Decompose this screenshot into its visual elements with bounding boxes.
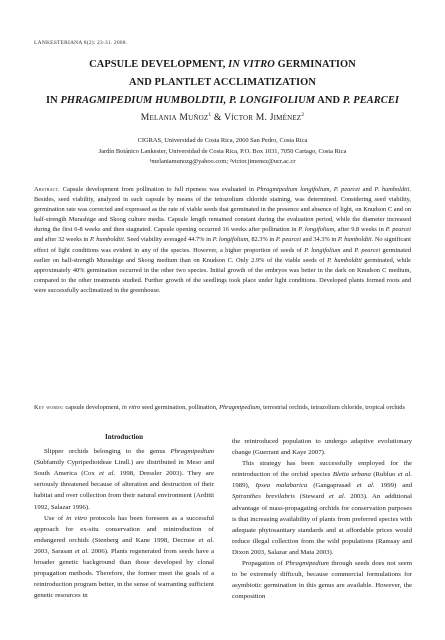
intro-paragraph-3: the reintroduced population to undergo adaptive evolutionary change (Guerrant and Kaye 2007). (232, 438, 412, 457)
column-right (232, 436, 412, 602)
column-left (34, 432, 214, 601)
title-line-1: CAPSULE DEVELOPMENT, IN VITRO GERMINATION (89, 59, 356, 70)
abstract-text: Capsule development from pollination to full ripeness was evaluated in Phragmipedium longifolium, P. pearcei and P. humboldtii. Besides, seed viability, analyzed in each capsule by means of the tetrazolium chloride staining, was determined. Considering seed viability, germination rate was corrected and expressed as the rate of viable seeds that germinated in the presence and absence of light, on Knudson C and on half-strength Murashige and Skoog culture media. Capsule length remained constant during the evaluation period, while the diameter increased during the first 6-8 weeks and then stagnated. Capsule opening occurred 16 weeks after pollination in P. longifolium, after 9.8 weeks in P. pearcei and after 32 weeks in P. humboldtii. Seed viability averaged 44.7% in P. longifolium, 82.3% in P. pearcei and 34.3% in P. humboldtii. No significant effect of light conditions was evident in any of the species. However, a higher proportion of seeds of P. longifolium and P. pearcei germinated earlier on half-strength Murashige and Skoog medium than on Knudson C. Only 2.9% of the viable seeds of P. humboldtii germinated, while approximately 40% germination occurred in the other two species. Initial growth of the embryos was better in the dark on Knudson C medium, compared to the other treatments studied. Further growth of the seedlings took place under light conditions. Developed plants formed roots and were successfully acclimatized in the greenhouse. (34, 186, 411, 294)
author-1-affiliation-mark: 1 (208, 111, 212, 118)
author-emails: ¹melaniamunozg@yahoo.com; ²victor.jimenez@ucr.ac.cr (149, 158, 296, 165)
author-line (20, 112, 425, 123)
author-2-affiliation-mark: 2 (301, 111, 305, 118)
author-2: Víctor M. Jiménez (224, 112, 302, 123)
keywords-text: capsule development, in vitro seed germination, pollination, Phragmipedium, terrestrial orchids, tetrazolium chloride, tropical orchids (65, 404, 405, 411)
intro-paragraph-2: Use of in vitro protocols has been foreseen as a successful approach for ex-situ conservation and reintroduction of endangered orchids (Stenberg and Kane 1998, Decruse et al. 2003, Sarasan et al. 2006). Plants regenerated from seeds have a broader genetic background than those developed by clonal propagation methods. Therefore, the former meet the goals of a reintroduction program better, in the sense of warranting sufficient genetic resources in (34, 514, 215, 600)
keywords (34, 403, 411, 413)
section-heading-introduction: Introduction (105, 433, 143, 441)
affiliation-2: Jardín Botánico Lankester, Universidad de Costa Rica, P.O. Box 1031, 7050 Cartago, Costa Rica (98, 147, 347, 155)
abstract (34, 185, 411, 296)
affiliations (20, 136, 425, 168)
author-separator: & (213, 112, 222, 123)
affiliation-1: CIGRAS, Universidad de Costa Rica, 2060 San Pedro, Costa Rica (137, 137, 308, 144)
intro-paragraph-5: Propagation of Phragmipedium through seeds does not seem to be extremely difficult, because commercial formulations for asymbiotic germination in this genus are available. However, the composition (232, 560, 412, 601)
running-head: LANKESTERIANA 8(2): 23-31. 2008. (34, 40, 128, 46)
keywords-label: Key words: (34, 404, 64, 411)
intro-paragraph-1: Slipper orchids belonging to the genus Phragmipedium (Subfamily Cypripedioideae Lindl.) are distributed in Meso and South America (Cox et al. 1998, Dressler 2003). They are seriously threatened because of alteration and destruction of their habitat and over collection from their natural environment (Arditti 1992, Salazar 1996). (34, 448, 214, 511)
paper-title (20, 56, 425, 110)
intro-paragraph-4: This strategy has been successfully employed for the reintroduction of the orchid species Bletia urbana (Rubluo et al. 1989), Ipsea malabarica (Gangaprasad et al. 1999) and Spiranthes brevilabris (Steward et al. 2003). An additional advantage of mass-propagating orchids for conservation purposes is that increasing availability of plants from preferred species with adequate phytosanitary standards and at affordable prices would reduce illegal collection from the wild populations (Ramsay and Dixon 2003, Salazar and Mata 2003). (232, 460, 413, 556)
title-line-3: IN PHRAGMIPEDIUM HUMBOLDTII, P. LONGIFOLIUM AND P. PEARCEI (46, 95, 399, 106)
author-1: Melania Muñoz (140, 112, 209, 123)
title-line-2: AND PLANTLET ACCLIMATIZATION (129, 77, 316, 88)
abstract-label: Abstract. (34, 186, 60, 193)
